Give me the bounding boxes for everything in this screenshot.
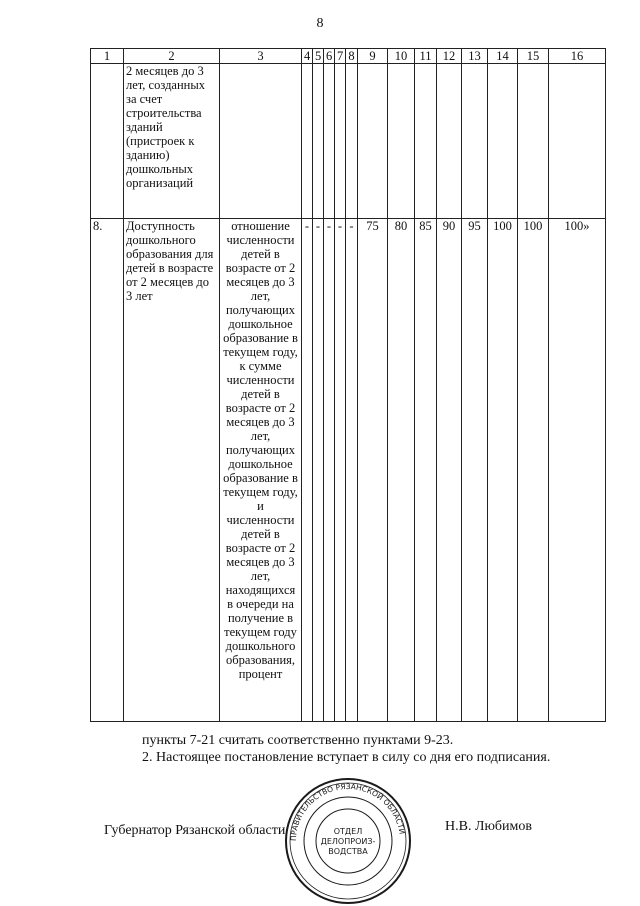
column-header: 5	[313, 49, 324, 64]
method-cell	[220, 64, 302, 219]
value-cell: 85	[415, 219, 437, 722]
column-header: 1	[91, 49, 124, 64]
value-cell: 75	[358, 219, 388, 722]
column-header: 4	[302, 49, 313, 64]
table-header-row	[91, 49, 606, 64]
body-line-1: пункты 7-21 считать соответственно пунктами 9-23.	[142, 733, 454, 748]
column-header: 13	[462, 49, 488, 64]
value-cell: -	[313, 219, 324, 722]
value-cell: 100»	[549, 219, 606, 722]
stamp-center-2: ДЕЛОПРОИЗ-	[320, 837, 376, 846]
stamp-outer-text: ПРАВИТЕЛЬСТВО РЯЗАНСКОЙ ОБЛАСТИ	[288, 781, 407, 842]
value-cell: -	[335, 219, 346, 722]
value-cell: 100	[518, 219, 549, 722]
column-header: 15	[518, 49, 549, 64]
value-cell: 90	[437, 219, 462, 722]
column-header: 2	[124, 49, 220, 64]
row-number-cell: 8.	[91, 219, 124, 722]
column-header: 16	[549, 49, 606, 64]
column-header: 12	[437, 49, 462, 64]
column-header: 11	[415, 49, 437, 64]
official-stamp	[283, 776, 413, 906]
column-header: 7	[335, 49, 346, 64]
stamp-center-3: ВОДСТВА	[328, 847, 368, 856]
column-header: 14	[488, 49, 518, 64]
column-header: 6	[324, 49, 335, 64]
indicator-name-cell: Доступность дошкольного образования для детей в возрасте от 2 месяцев до 3 лет	[124, 219, 220, 722]
body-line-2: 2. Настоящее постановление вступает в силу со дня его подписания.	[142, 750, 551, 765]
body-text	[128, 732, 550, 766]
value-cell: 95	[462, 219, 488, 722]
stamp-center-1: ОТДЕЛ	[333, 827, 363, 836]
signature-title: Губернатор Рязанской области	[104, 823, 286, 838]
value-cell: 80	[388, 219, 415, 722]
column-header: 10	[388, 49, 415, 64]
indicators-table	[90, 48, 606, 722]
value-cell: 100	[488, 219, 518, 722]
column-header: 8	[346, 49, 358, 64]
method-cell: отношение численности детей в возрасте от 2 месяцев до 3 лет, получающих дошкольное образование в текущем году, к сумме численности детей в возрасте от 2 месяцев до 3 лет, получающих дошкольное образование в текущем году, и численности детей в возрасте от 2 месяцев до 3 лет, находящихся в очереди на получение в текущем году дошкольного образования, процент	[220, 219, 302, 722]
page-number: 8	[316, 16, 324, 31]
indicator-name-cell: 2 месяцев до 3 лет, созданных за счет строительства зданий (пристроек к зданию) дошкольных организаций	[124, 64, 220, 219]
value-cell: -	[346, 219, 358, 722]
table-row-continuation	[91, 64, 606, 219]
signature-name: Н.В. Любимов	[445, 819, 532, 834]
value-cell: -	[302, 219, 313, 722]
column-header: 3	[220, 49, 302, 64]
row-number-cell	[91, 64, 124, 219]
table-row-8	[91, 219, 606, 722]
value-cell: -	[324, 219, 335, 722]
column-header: 9	[358, 49, 388, 64]
